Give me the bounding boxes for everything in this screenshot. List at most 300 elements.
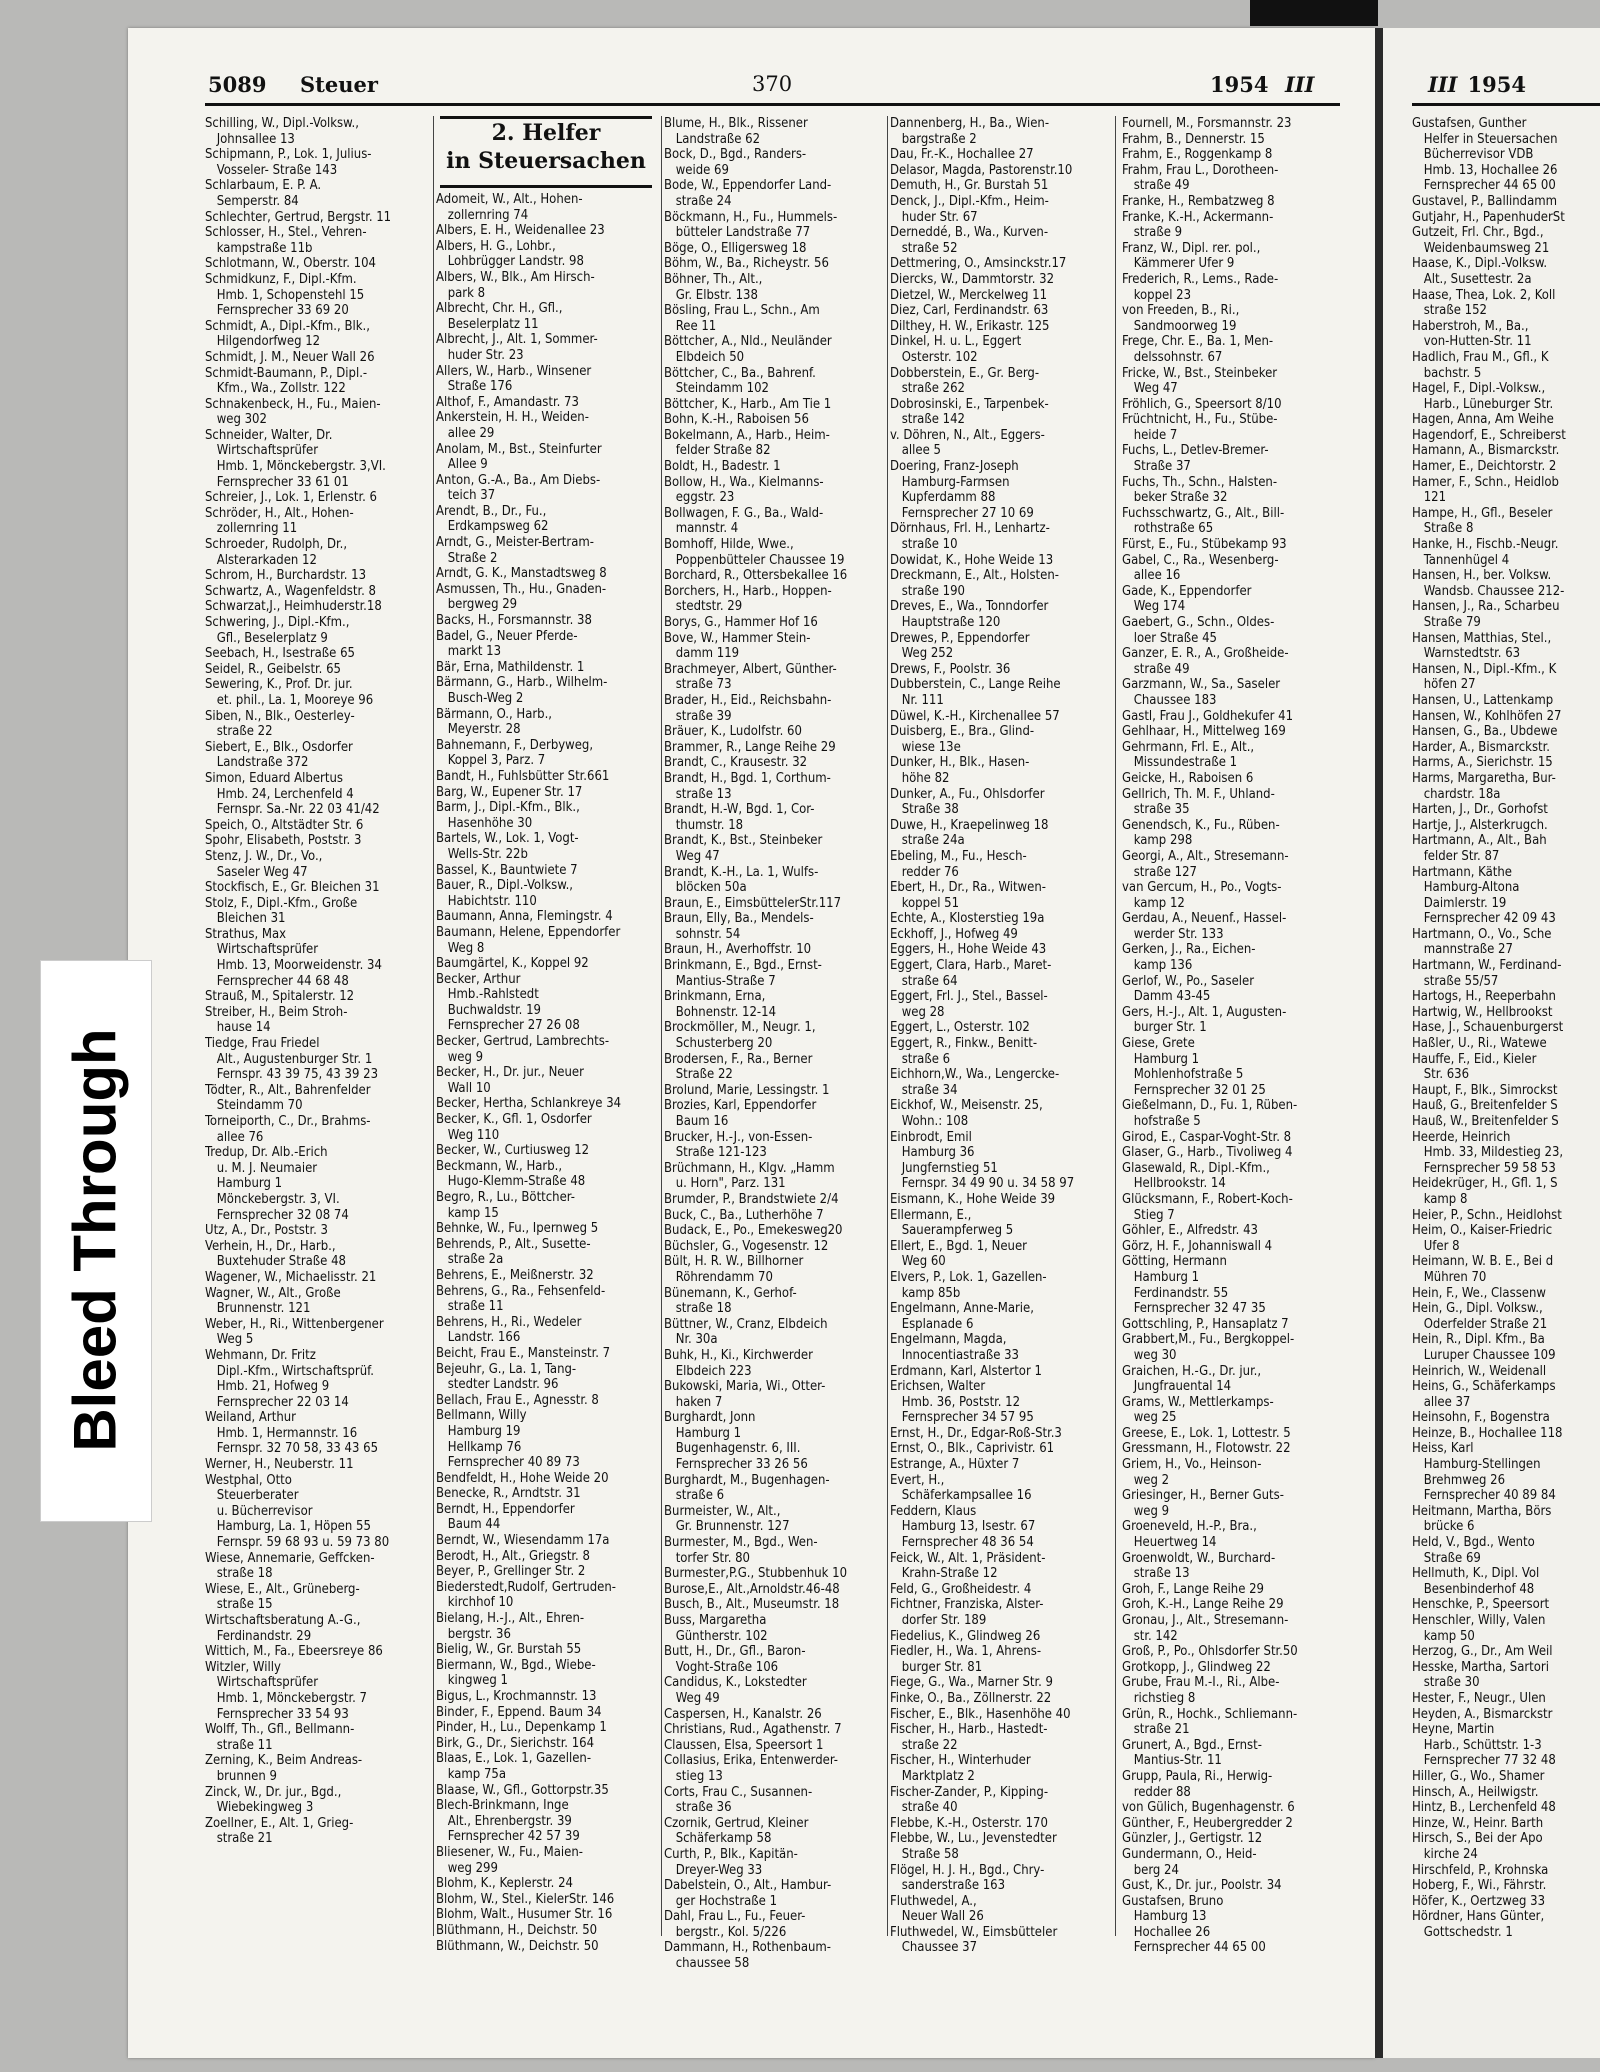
- directory-entry-line: Dannenberg, H., Ba., Wien-: [890, 116, 1050, 131]
- directory-entry-line: Grotkopp, J., Glindweg 22: [1122, 1659, 1271, 1675]
- directory-entry-line: Bejeuhr, G., La. 1, Tang-: [436, 1361, 577, 1377]
- directory-entry-line: Fernsprecher 27 26 08: [436, 1018, 580, 1034]
- directory-entry-line: Hansen, G., Ba., Ubdewe: [1412, 724, 1558, 740]
- directory-entry-line: Anton, G.-A., Ba., Am Diebs-: [436, 472, 601, 488]
- directory-entry-line: Kfm., Wa., Zollstr. 122: [205, 381, 346, 397]
- directory-entry-line: Baumann, Anna, Flemingstr. 4: [436, 909, 613, 925]
- directory-entry-line: sohnstr. 54: [664, 926, 741, 942]
- directory-entry-line: Weiland, Arthur: [205, 1410, 296, 1426]
- directory-entry-line: Brader, H., Eid., Reichsbahn-: [664, 692, 832, 708]
- directory-entry-line: Hamburg, La. 1, Höpen 55: [205, 1519, 371, 1535]
- directory-entry-line: Biermann, W., Bgd., Wiebe-: [436, 1657, 596, 1673]
- directory-entry-line: straße 2a: [436, 1252, 504, 1268]
- directory-entry-line: Braun, H., Averhoffstr. 10: [664, 942, 812, 958]
- column-divider: [1115, 116, 1116, 1936]
- directory-entry-line: Busch, B., Alt., Museumstr. 18: [664, 1597, 840, 1613]
- directory-entry-line: Gabel, C., Ra., Wesenberg-: [1122, 552, 1279, 568]
- directory-entry-line: huder Str. 67: [890, 209, 978, 225]
- directory-entry-line: Schäferkamp 58: [664, 1831, 772, 1847]
- directory-entry-line: Allers, W., Harb., Winsener: [436, 363, 592, 379]
- directory-entry-line: Greese, E., Lok. 1, Lottestr. 5: [1122, 1425, 1291, 1441]
- directory-entry-line: Hmb. 1, Mönckebergstr. 7: [205, 1690, 367, 1706]
- directory-entry-line: Dau, Fr.-K., Hochallee 27: [890, 147, 1034, 163]
- directory-entry-line: Brandt, K., Bst., Steinbeker: [664, 833, 823, 849]
- directory-entry-line: Strathus, Max: [205, 926, 287, 942]
- directory-entry-line: Gustafsen, Bruno: [1122, 1893, 1224, 1909]
- directory-entry-line: Seebach, H., Isestraße 65: [205, 646, 355, 662]
- directory-entry-line: Ebert, H., Dr., Ra., Witwen-: [890, 880, 1046, 896]
- directory-entry-line: Bugenhagenstr. 6, III.: [664, 1441, 801, 1457]
- directory-entry-line: Dörnhaus, Frl. H., Lenhartz-: [890, 521, 1050, 537]
- directory-entry-line: Baum 44: [436, 1517, 501, 1533]
- directory-entry-line: Bokelmann, A., Harb., Heim-: [664, 427, 830, 443]
- directory-entry-line: Frahm, B., Dennerstr. 15: [1122, 131, 1265, 147]
- directory-entry-line: Fernsprecher 42 57 39: [436, 1829, 580, 1845]
- directory-entry-line: Spohr, Elisabeth, Poststr. 3: [205, 833, 362, 849]
- directory-entry-line: Vosseler- Straße 143: [205, 162, 338, 178]
- directory-entry-line: Bellmann, Willy: [436, 1408, 527, 1424]
- directory-entry-line: kamp 8: [1412, 1191, 1468, 1207]
- directory-entry-line: Bärmann, O., Harb.,: [436, 706, 553, 722]
- directory-entry-line: Landstraße 372: [205, 755, 309, 771]
- directory-entry-line: Hansen, J., Ra., Scharbeu: [1412, 599, 1560, 615]
- directory-entry-line: straße 13: [664, 786, 732, 802]
- directory-entry-line: Ellert, E., Bgd. 1, Neuer: [890, 1238, 1027, 1254]
- directory-entry-line: Str. 636: [1412, 1067, 1470, 1083]
- directory-entry-line: Burghardt, Jonn: [664, 1410, 756, 1426]
- directory-entry-line: Brandt, K.-H., La. 1, Wulfs-: [664, 864, 819, 880]
- directory-entry-line: kirchhof 10: [436, 1595, 514, 1611]
- directory-entry-line: straße 190: [890, 583, 965, 599]
- directory-entry-line: Dinkel, H. u. L., Eggert: [890, 334, 1022, 350]
- directory-entry-line: Landstraße 62: [664, 131, 761, 147]
- directory-entry-line: Hansen, N., Dipl.-Kfm., K: [1412, 661, 1557, 677]
- directory-entry-line: Straße 69: [1412, 1550, 1481, 1566]
- directory-entry-line: straße 22: [890, 1737, 958, 1753]
- directory-entry-line: Hartmann, A., Alt., Bah: [1412, 833, 1547, 849]
- directory-entry-line: Gers, H.-J., Alt. 1, Augusten-: [1122, 1004, 1287, 1020]
- directory-entry-line: Güntherstr. 102: [664, 1628, 768, 1644]
- directory-entry-line: Hamburg 13, Isestr. 67: [890, 1519, 1036, 1535]
- directory-entry-line: Hase, J., Schauenburgerst: [1412, 1020, 1564, 1036]
- directory-entry-line: Wolff, Th., Gfl., Bellmann-: [205, 1722, 355, 1738]
- directory-entry-line: Hiller, G., Wo., Shamer: [1412, 1768, 1545, 1784]
- directory-entry-line: Diez, Carl, Ferdinandstr. 63: [890, 303, 1049, 319]
- directory-entry-line: Schipmann, P., Lok. 1, Julius-: [205, 147, 372, 163]
- directory-entry-line: Brüchmann, H., Klgv. „Hamm: [664, 1160, 835, 1176]
- directory-entry-line: Butt, H., Dr., Gfl., Baron-: [664, 1644, 806, 1660]
- directory-entry-line: Hansen, U., Lattenkamp: [1412, 692, 1554, 708]
- directory-entry-line: Schmidkunz, F., Dipl.-Kfm.: [205, 271, 357, 287]
- directory-entry-line: Blech-Brinkmann, Inge: [436, 1798, 569, 1814]
- directory-entry-line: richstieg 8: [1122, 1690, 1196, 1706]
- directory-entry-line: Dunker, A., Fu., Ohlsdorfer: [890, 786, 1045, 802]
- directory-entry-line: chaussee 58: [664, 1956, 750, 1972]
- directory-entry-line: Griesinger, H., Berner Guts-: [1122, 1488, 1284, 1504]
- directory-entry-line: Adomeit, W., Alt., Hohen-: [436, 192, 583, 207]
- directory-entry-line: Zinck, W., Dr. jur., Bgd.,: [205, 1784, 342, 1800]
- directory-entry-line: straße 18: [664, 1301, 732, 1317]
- directory-entry-line: Begro, R., Lu., Böttcher-: [436, 1190, 575, 1205]
- directory-entry-line: Boldt, H., Badestr. 1: [664, 459, 781, 475]
- directory-entry-line: Buchwaldstr. 19: [436, 1002, 541, 1018]
- directory-entry-line: Sauerampferweg 5: [890, 1223, 1014, 1239]
- directory-entry-line: Büchsler, G., Vogesenstr. 12: [664, 1238, 829, 1254]
- directory-entry-line: Hirschfeld, P., Krohnska: [1412, 1862, 1549, 1878]
- directory-entry-line: Gust, K., Dr. jur., Poolstr. 34: [1122, 1878, 1282, 1894]
- directory-entry-line: Fischer-Zander, P., Kipping-: [890, 1784, 1049, 1800]
- directory-entry-line: Gerdau, A., Neuenf., Hassel-: [1122, 911, 1287, 927]
- directory-column-2: [436, 192, 660, 1954]
- directory-entry-line: Bliesener, W., Fu., Maien-: [436, 1844, 583, 1860]
- directory-entry-line: Fürst, E., Fu., Stübekamp 93: [1122, 537, 1287, 553]
- directory-entry-line: Brumder, P., Brandstwiete 2/4: [664, 1191, 839, 1207]
- directory-entry-line: Albers, W., Blk., Am Hirsch-: [436, 269, 595, 285]
- directory-entry-line: Groh, K.-H., Lange Reihe 29: [1122, 1597, 1284, 1613]
- directory-entry-line: Gustafsen, Gunther: [1412, 116, 1527, 131]
- directory-entry-line: straße 11: [436, 1299, 504, 1315]
- directory-entry-line: Schnakenbeck, H., Fu., Maien-: [205, 396, 381, 412]
- directory-entry-line: Bode, W., Eppendorfer Land-: [664, 178, 832, 194]
- directory-entry-line: Bahnemann, F., Derbyweg,: [436, 737, 594, 753]
- directory-entry-line: Derneddé, B., Wa., Kurven-: [890, 225, 1049, 241]
- directory-entry-line: Glücksmann, F., Robert-Koch-: [1122, 1191, 1293, 1207]
- directory-entry-line: Hmb. 13, Moorweidenstr. 34: [205, 958, 382, 974]
- directory-entry-line: Gfl., Beselerplatz 9: [205, 630, 328, 646]
- directory-entry-line: Gutzeit, Frl. Chr., Bgd.,: [1412, 225, 1544, 241]
- directory-entry-line: Fuchs, Th., Schn., Halsten-: [1122, 474, 1278, 490]
- directory-column-6: [1412, 116, 1600, 1940]
- directory-entry-line: Fiedler, H., Wa. 1, Ahrens-: [890, 1644, 1042, 1660]
- directory-entry-line: Borys, G., Hammer Hof 16: [664, 615, 818, 630]
- column-divider: [433, 116, 434, 1936]
- directory-entry-line: Gottschedstr. 1: [1412, 1924, 1513, 1940]
- bleed-through-label: Bleed Through: [61, 1028, 129, 1452]
- directory-entry-line: Behrens, E., Meißnerstr. 32: [436, 1267, 594, 1283]
- directory-entry-line: Berndt, H., Eppendorfer: [436, 1501, 575, 1517]
- directory-entry-line: Fernsprecher 40 89 84: [1412, 1488, 1556, 1504]
- directory-entry-line: damm 119: [664, 646, 740, 662]
- directory-entry-line: Czornik, Gertrud, Kleiner: [664, 1815, 809, 1831]
- directory-entry-line: Dobrosinski, E., Tarpenbek-: [890, 396, 1049, 412]
- directory-entry-line: Burmester, M., Bgd., Wen-: [664, 1535, 818, 1551]
- directory-entry-line: Wehmann, Dr. Fritz: [205, 1347, 316, 1363]
- directory-entry-line: Groh, F., Lange Reihe 29: [1122, 1581, 1264, 1597]
- directory-entry-line: Dahl, Frau L., Fu., Feuer-: [664, 1909, 806, 1925]
- directory-entry-line: Benecke, R., Arndtstr. 31: [436, 1486, 581, 1502]
- directory-entry-line: Engelmann, Anne-Marie,: [890, 1301, 1034, 1317]
- directory-entry-line: Eismann, K., Hohe Weide 39: [890, 1191, 1056, 1207]
- directory-entry-line: hause 14: [205, 1020, 271, 1036]
- directory-entry-line: Fiedelius, K., Glindweg 26: [890, 1628, 1041, 1644]
- directory-entry-line: Fernsprecher 44 65 00: [1122, 1940, 1266, 1956]
- directory-entry-line: Schneider, Walter, Dr.: [205, 427, 333, 443]
- directory-entry-line: Bandt, H., Fuhlsbütter Str.661: [436, 768, 610, 784]
- directory-entry-line: Ebeling, M., Fu., Hesch-: [890, 848, 1027, 864]
- directory-entry-line: Flebbe, W., Lu., Jevenstedter: [890, 1831, 1057, 1847]
- directory-column-5: [1122, 116, 1350, 1956]
- directory-entry-line: brunnen 9: [205, 1768, 277, 1784]
- directory-entry-line: Hester, F., Neugr., Ulen: [1412, 1690, 1546, 1706]
- directory-entry-line: Heyne, Martin: [1412, 1722, 1495, 1738]
- directory-entry-line: straße 34: [890, 1082, 958, 1098]
- directory-entry-line: Blohm, Walt., Husumer Str. 16: [436, 1907, 613, 1923]
- directory-entry-line: straße 9: [1122, 225, 1183, 241]
- directory-entry-line: Feddern, Klaus: [890, 1503, 977, 1519]
- directory-entry-line: Drewes, P., Eppendorfer: [890, 630, 1030, 646]
- directory-entry-line: teich 37: [436, 488, 496, 504]
- directory-entry-line: Chaussee 37: [890, 1940, 978, 1956]
- directory-entry-line: Beckmann, W., Harb.,: [436, 1158, 563, 1174]
- directory-entry-line: Bartels, W., Lok. 1, Vogt-: [436, 831, 579, 847]
- directory-entry-line: Bigus, L., Krochmannstr. 13: [436, 1689, 597, 1704]
- directory-entry-line: kamp 12: [1122, 895, 1185, 911]
- directory-entry-line: Ernst, H., Dr., Edgar-Roß-Str.3: [890, 1425, 1062, 1441]
- directory-entry-line: Asmussen, Th., Hu., Gnaden-: [436, 581, 607, 597]
- directory-entry-line: Becker, Arthur: [436, 971, 521, 987]
- directory-entry-line: Brehmweg 26: [1412, 1472, 1506, 1488]
- directory-entry-line: Fernspr. 43 39 75, 43 39 23: [205, 1067, 379, 1083]
- directory-entry-line: Feld, G., Großheidestr. 4: [890, 1581, 1032, 1597]
- directory-entry-line: Fernspr. 59 68 93 u. 59 73 80: [205, 1535, 390, 1551]
- directory-entry-line: Hansen, Matthias, Stel.,: [1412, 630, 1552, 646]
- directory-entry-line: Henschler, Willy, Valen: [1412, 1613, 1546, 1628]
- directory-entry-line: berg 24: [1122, 1862, 1179, 1878]
- directory-entry-line: Hartmann, O., Vo., Sche: [1412, 926, 1552, 942]
- directory-entry-line: Buxtehuder Straße 48: [205, 1254, 346, 1270]
- directory-entry-line: Biederstedt,Rudolf, Gertruden-: [436, 1579, 616, 1595]
- directory-entry-line: Gehlhaar, H., Mittelweg 169: [1122, 724, 1286, 740]
- directory-entry-line: Missundestraße 1: [1122, 755, 1238, 771]
- directory-entry-line: Sandmoorweg 19: [1122, 318, 1237, 334]
- directory-entry-line: bergweg 29: [436, 597, 518, 613]
- directory-entry-line: Behrens, H., Ri., Wedeler: [436, 1314, 582, 1330]
- directory-entry-line: Bünemann, K., Gerhof-: [664, 1285, 797, 1301]
- directory-entry-line: Birk, G., Dr., Sierichstr. 164: [436, 1735, 595, 1751]
- directory-entry-line: Alt., Susettestr. 2a: [1412, 271, 1532, 287]
- directory-entry-line: Strauß, M., Spitalerstr. 12: [205, 989, 355, 1005]
- directory-entry-line: Gronau, J., Alt., Stresemann-: [1122, 1613, 1289, 1628]
- directory-entry-line: Bösling, Frau L., Schn., Am: [664, 303, 820, 319]
- directory-entry-line: Utz, A., Dr., Poststr. 3: [205, 1223, 328, 1239]
- directory-entry-line: kirche 24: [1412, 1846, 1478, 1862]
- directory-entry-line: Backs, H., Forsmannstr. 38: [436, 613, 592, 629]
- directory-entry-line: Fernsprecher 42 09 43: [1412, 911, 1556, 927]
- directory-entry-line: Brinkmann, E., Bgd., Ernst-: [664, 958, 822, 974]
- directory-entry-line: Haase, K., Dipl.-Volksw.: [1412, 256, 1548, 272]
- directory-entry-line: Weg 60: [890, 1254, 946, 1270]
- directory-entry-line: Ferdinandstr. 55: [1122, 1285, 1229, 1301]
- directory-entry-line: Borchers, H., Harb., Hoppen-: [664, 583, 832, 599]
- directory-entry-line: werder Str. 133: [1122, 926, 1224, 942]
- directory-entry-line: Burmeister, W., Alt.,: [664, 1503, 781, 1519]
- directory-entry-line: Jungfernstieg 51: [890, 1160, 998, 1176]
- directory-entry-line: Wagner, W., Alt., Große: [205, 1285, 341, 1301]
- directory-entry-line: Blüthmann, W., Deichstr. 50: [436, 1938, 599, 1954]
- directory-entry-line: weg 25: [1122, 1410, 1177, 1426]
- directory-entry-line: Heimann, W. B. E., Bei d: [1412, 1254, 1554, 1270]
- directory-entry-line: Feick, W., Alt. 1, Präsident-: [890, 1550, 1046, 1566]
- directory-entry-line: Hochallee 26: [1122, 1924, 1211, 1940]
- directory-entry-line: Böttcher, K., Harb., Am Tie 1: [664, 396, 832, 412]
- directory-entry-line: Mönckebergstr. 3, VI.: [205, 1191, 340, 1207]
- directory-entry-line: Wells-Str. 22b: [436, 846, 528, 862]
- directory-entry-line: Gr. Elbstr. 138: [664, 287, 758, 303]
- directory-entry-line: Weg 252: [890, 646, 954, 662]
- directory-entry-line: Hamburg 1: [664, 1425, 742, 1441]
- directory-entry-line: Bücherrevisor VDB: [1412, 147, 1534, 163]
- directory-entry-line: thumstr. 18: [664, 817, 744, 833]
- directory-entry-line: Erdkampsweg 62: [436, 519, 549, 535]
- page-number: 370: [752, 72, 793, 96]
- directory-entry-line: Frahm, Frau L., Dorotheen-: [1122, 162, 1279, 178]
- directory-entry-line: Kupferdamm 88: [890, 490, 996, 506]
- directory-entry-line: Bock, D., Bgd., Randers-: [664, 147, 807, 163]
- directory-entry-line: Schäferkampsallee 16: [890, 1488, 1032, 1504]
- directory-entry-line: straße 35: [1122, 802, 1190, 818]
- directory-entry-line: Schusterberg 20: [664, 1036, 773, 1052]
- directory-entry-line: Seidel, R., Geibelstr. 65: [205, 661, 341, 677]
- directory-entry-line: Binder, F., Eppend. Baum 34: [436, 1704, 602, 1720]
- directory-entry-line: Wiebekingweg 3: [205, 1800, 314, 1816]
- directory-entry-line: Demuth, H., Gr. Burstah 51: [890, 178, 1049, 194]
- directory-entry-line: kamp 85b: [890, 1285, 961, 1301]
- directory-entry-line: Hintz, B., Lerchenfeld 48: [1412, 1800, 1556, 1816]
- directory-entry-line: Heinze, B., Hochallee 118: [1412, 1425, 1563, 1441]
- directory-entry-line: Brockmöller, M., Neugr. 1,: [664, 1020, 816, 1036]
- directory-entry-line: Fuchsschwartz, G., Alt., Bill-: [1122, 505, 1285, 521]
- directory-entry-line: Barg, W., Eupener Str. 17: [436, 784, 583, 800]
- directory-entry-line: Lohbrügger Landstr. 98: [436, 254, 584, 270]
- directory-entry-line: Braun, Elly, Ba., Mendels-: [664, 911, 814, 927]
- directory-entry-line: Flebbe, K.-H., Osterstr. 170: [890, 1815, 1048, 1831]
- directory-entry-line: u. Horn", Parz. 131: [664, 1176, 786, 1192]
- directory-entry-line: Schmidt-Baumann, P., Dipl.-: [205, 365, 368, 381]
- directory-entry-line: Warnstedtstr. 63: [1412, 646, 1521, 662]
- directory-entry-line: Straße 38: [890, 802, 959, 818]
- directory-entry-line: Curth, P., Blk., Kapitän-: [664, 1846, 798, 1862]
- directory-entry-line: Hmb. 24, Lerchenfeld 4: [205, 786, 354, 802]
- directory-entry-line: Alsterarkaden 12: [205, 552, 317, 568]
- directory-entry-line: weg 299: [436, 1860, 498, 1876]
- directory-entry-line: Saseler Weg 47: [205, 864, 308, 880]
- directory-entry-line: Mohlenhofstraße 5: [1122, 1067, 1244, 1083]
- directory-entry-line: Baumgärtel, K., Koppel 92: [436, 956, 589, 972]
- directory-entry-line: Heins, G., Schäferkamps: [1412, 1379, 1556, 1395]
- directory-entry-line: Hadlich, Frau M., Gfl., K: [1412, 349, 1549, 365]
- directory-entry-line: straße 30: [1412, 1675, 1480, 1691]
- directory-entry-line: Besenbinderhof 48: [1412, 1581, 1535, 1597]
- directory-entry-line: Grunert, A., Bgd., Ernst-: [1122, 1737, 1262, 1753]
- directory-entry-line: Fischer, E., Blk., Hasenhöhe 40: [890, 1706, 1071, 1722]
- directory-entry-line: Buhk, H., Ki., Kirchwerder: [664, 1347, 813, 1363]
- directory-entry-line: Böttcher, A., Nld., Neuländer: [664, 334, 832, 350]
- directory-entry-line: Mantius-Str. 11: [1122, 1753, 1222, 1769]
- directory-entry-line: burger Str. 81: [890, 1659, 983, 1675]
- directory-entry-line: Einbrodt, Emil: [890, 1129, 972, 1145]
- directory-entry-line: Wiese, E., Alt., Grüneberg-: [205, 1581, 360, 1597]
- directory-entry-line: Brodersen, F., Ra., Berner: [664, 1051, 813, 1067]
- scan-corner-shadow: [1250, 0, 1378, 26]
- directory-entry-line: Harb., Lüneburger Str.: [1412, 396, 1554, 412]
- column-divider: [887, 116, 888, 1936]
- directory-entry-line: Anolam, M., Bst., Steinfurter: [436, 441, 602, 457]
- directory-entry-line: Burghardt, M., Bugenhagen-: [664, 1472, 830, 1488]
- directory-entry-line: Hagendorf, E., Schreiberst: [1412, 427, 1566, 443]
- directory-entry-line: Mantius-Straße 7: [664, 973, 776, 989]
- directory-entry-line: Hartmann, Käthe: [1412, 864, 1512, 880]
- directory-entry-line: weide 69: [664, 162, 729, 178]
- directory-entry-line: Blohm, W., Stel., KielerStr. 146: [436, 1891, 615, 1907]
- directory-entry-line: Eggert, Frl. J., Stel., Bassel-: [890, 989, 1048, 1005]
- directory-entry-line: Duwe, H., Kraepelinweg 18: [890, 817, 1049, 833]
- directory-entry-line: Witzler, Willy: [205, 1659, 281, 1675]
- directory-entry-line: Eggers, H., Hohe Weide 43: [890, 942, 1047, 958]
- directory-entry-line: Hamburg 1: [1122, 1269, 1200, 1285]
- directory-entry-line: dorfer Str. 189: [890, 1613, 987, 1628]
- directory-entry-line: Haberstroh, M., Ba.,: [1412, 318, 1529, 334]
- directory-entry-line: Frederich, R., Lems., Rade-: [1122, 271, 1279, 287]
- directory-entry-line: park 8: [436, 285, 486, 301]
- directory-entry-line: Hinze, W., Heinr. Barth: [1412, 1815, 1544, 1831]
- directory-entry-line: Krahn-Straße 12: [890, 1566, 998, 1582]
- directory-entry-line: straße 39: [664, 708, 732, 724]
- directory-entry-line: Bukowski, Maria, Wi., Otter-: [664, 1379, 826, 1395]
- section-number: 5089: [208, 72, 267, 97]
- directory-entry-line: Wirtschaftsberatung A.-G.,: [205, 1613, 361, 1628]
- directory-entry-line: Held, V., Bgd., Wento: [1412, 1535, 1535, 1551]
- directory-entry-line: haken 7: [664, 1394, 723, 1410]
- directory-entry-line: Grube, Frau M.-I., Ri., Albe-: [1122, 1675, 1280, 1691]
- directory-entry-line: Dettmering, O., Amsinckstr.17: [890, 256, 1067, 272]
- directory-entry-line: Göhler, E., Alfredstr. 43: [1122, 1223, 1258, 1239]
- directory-entry-line: zollernring 11: [205, 521, 298, 537]
- directory-entry-line: Bielig, W., Gr. Burstah 55: [436, 1642, 582, 1658]
- directory-entry-line: Schlechter, Gertrud, Bergstr. 11: [205, 209, 392, 225]
- directory-entry-line: Osterstr. 102: [890, 349, 978, 365]
- directory-entry-line: torfer Str. 80: [664, 1550, 750, 1566]
- directory-entry-line: Fernsprecher 27 10 69: [890, 505, 1034, 521]
- directory-entry-line: Höfer, K., Oertzweg 33: [1412, 1893, 1546, 1909]
- directory-entry-line: Tannenhügel 4: [1412, 552, 1510, 568]
- directory-entry-line: Baumann, Helene, Eppendorfer: [436, 924, 621, 940]
- directory-entry-line: Brandt, H.-W, Bgd. 1, Cor-: [664, 802, 815, 818]
- directory-entry-line: Jungfrauental 14: [1122, 1379, 1232, 1395]
- directory-entry-line: Schlarbaum, E. P. A.: [205, 178, 322, 194]
- directory-entry-line: Wall 10: [436, 1080, 491, 1096]
- directory-entry-line: Hein, R., Dipl. Kfm., Ba: [1412, 1332, 1545, 1348]
- directory-entry-line: Franke, K.-H., Ackermann-: [1122, 209, 1274, 225]
- directory-entry-line: Blume, H., Blk., Rissener: [664, 116, 808, 131]
- header-year: 1954: [1210, 72, 1269, 97]
- directory-entry-line: Fernsprecher 33 26 56: [664, 1457, 808, 1473]
- directory-entry-line: weg 9: [1122, 1503, 1170, 1519]
- directory-entry-line: Arndt, G., Meister-Bertram-: [436, 535, 594, 551]
- directory-entry-line: Nr. 111: [890, 692, 944, 708]
- directory-entry-line: Fernsprecher 48 36 54: [890, 1535, 1034, 1551]
- directory-entry-line: straße 40: [890, 1800, 958, 1816]
- directory-entry-line: u. M. J. Neumaier: [205, 1160, 318, 1176]
- directory-entry-line: bergstr., Kol. 5/226: [664, 1924, 787, 1940]
- directory-entry-line: Weg 110: [436, 1127, 500, 1143]
- directory-entry-line: Hmb. 1, Schopenstehl 15: [205, 287, 365, 303]
- directory-entry-line: Buss, Margaretha: [664, 1613, 767, 1628]
- directory-entry-line: Diercks, W., Dammtorstr. 32: [890, 271, 1055, 287]
- directory-entry-line: Meyerstr. 28: [436, 722, 521, 738]
- directory-entry-line: Harten, J., Dr., Gorhofst: [1412, 802, 1548, 818]
- directory-entry-line: Hmb. 33, Mildestieg 23,: [1412, 1145, 1564, 1161]
- directory-entry-line: Fröhlich, G., Speersort 8/10: [1122, 396, 1282, 412]
